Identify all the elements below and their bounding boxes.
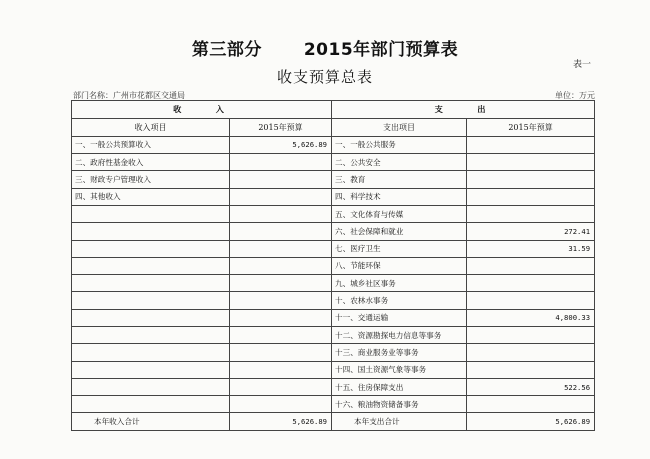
income-amount-cell (230, 378, 332, 395)
col-expense-budget: 2015年预算 (467, 119, 595, 136)
table-row (72, 378, 595, 395)
expense-item-cell: 十五、住房保障支出 (332, 378, 467, 395)
income-amount-cell (230, 292, 332, 309)
table-row (72, 257, 595, 274)
total-income-amount: 5,626.89 (230, 413, 332, 431)
table-row (72, 223, 595, 240)
table-row (72, 344, 595, 361)
income-item-cell (72, 223, 230, 240)
income-amount-cell (230, 188, 332, 205)
income-item-cell (72, 275, 230, 292)
expense-item-cell: 十四、国土资源气象等事务 (332, 361, 467, 378)
income-item-cell (72, 396, 230, 413)
income-item-cell (72, 292, 230, 309)
expense-item-cell: 二、公共安全 (332, 154, 467, 171)
expense-item-cell: 九、城乡社区事务 (332, 275, 467, 292)
income-amount-cell (230, 154, 332, 171)
expense-item-cell: 十一、交通运输 (332, 309, 467, 326)
expense-amount-cell (467, 327, 595, 344)
page-title (0, 35, 650, 60)
table-column-header (72, 119, 595, 136)
expense-amount-cell (467, 205, 595, 222)
table-row (72, 136, 595, 153)
expense-item-cell: 十三、商业服务业等事务 (332, 344, 467, 361)
expense-amount-cell: 4,800.33 (467, 309, 595, 326)
expense-amount-cell (467, 257, 595, 274)
expense-amount-cell (467, 275, 595, 292)
department-name: 部门名称：广州市花都区交通局 (73, 91, 185, 100)
total-expense-label: 本年支出合计 (332, 413, 467, 431)
income-item-cell (72, 361, 230, 378)
expense-amount-cell (467, 396, 595, 413)
table-row (72, 396, 595, 413)
income-item-cell (72, 378, 230, 395)
table-number: 表一 (572, 60, 591, 70)
expense-item-cell: 一、一般公共服务 (332, 136, 467, 153)
expense-amount-cell (467, 136, 595, 153)
income-item-cell (72, 240, 230, 257)
table-row (72, 327, 595, 344)
income-item-cell (72, 327, 230, 344)
unit-label: 单位：万元 (555, 91, 595, 100)
table-subtitle: 收支预算总表 (276, 68, 373, 86)
income-item-cell (72, 344, 230, 361)
income-item-cell: 一、一般公共预算收入 (72, 136, 230, 153)
expense-item-cell: 三、教育 (332, 171, 467, 188)
table-row (72, 275, 595, 292)
expense-amount-cell: 522.56 (467, 378, 595, 395)
expense-amount-cell (467, 292, 595, 309)
expense-amount-cell (467, 188, 595, 205)
income-amount-cell (230, 344, 332, 361)
budget-summary-table (71, 100, 595, 431)
income-amount-cell (230, 275, 332, 292)
expense-item-cell: 五、文化体育与传媒 (332, 205, 467, 222)
expense-item-cell: 四、科学技术 (332, 188, 467, 205)
expense-item-cell: 六、社会保障和就业 (332, 223, 467, 240)
table-row (72, 240, 595, 257)
expense-amount-cell: 272.41 (467, 223, 595, 240)
income-amount-cell (230, 257, 332, 274)
income-amount-cell (230, 223, 332, 240)
table-row (72, 205, 595, 222)
income-amount-cell (230, 327, 332, 344)
table-row (72, 309, 595, 326)
income-amount-cell (230, 361, 332, 378)
col-expense-item: 支出项目 (332, 119, 467, 136)
income-amount-cell (230, 240, 332, 257)
table-row (72, 154, 595, 171)
expense-item-cell: 十二、资源勘探电力信息等事务 (332, 327, 467, 344)
income-amount-cell (230, 171, 332, 188)
col-income-item: 收入项目 (72, 119, 230, 136)
expense-amount-cell (467, 154, 595, 171)
income-amount-cell (230, 309, 332, 326)
expense-amount-cell: 31.59 (467, 240, 595, 257)
income-item-cell (72, 309, 230, 326)
expense-item-cell: 七、医疗卫生 (332, 240, 467, 257)
income-item-cell: 四、其他收入 (72, 188, 230, 205)
income-amount-cell (230, 396, 332, 413)
income-item-cell (72, 257, 230, 274)
income-item-cell (72, 205, 230, 222)
expense-item-cell: 八、节能环保 (332, 257, 467, 274)
table-row (72, 188, 595, 205)
col-income-budget: 2015年预算 (230, 119, 332, 136)
part-label: 第三部分 (191, 40, 262, 60)
total-expense-amount: 5,626.89 (467, 413, 595, 431)
income-item-cell: 三、财政专户管理收入 (72, 171, 230, 188)
income-amount-cell (230, 205, 332, 222)
expense-header: 支 出 (332, 101, 595, 119)
income-header: 收 入 (72, 101, 332, 119)
expense-amount-cell (467, 171, 595, 188)
expense-item-cell: 十六、粮油物资储备事务 (332, 396, 467, 413)
table-row (72, 292, 595, 309)
table-group-header (72, 101, 595, 119)
income-item-cell: 二、政府性基金收入 (72, 154, 230, 171)
expense-amount-cell (467, 361, 595, 378)
total-income-label: 本年收入合计 (72, 413, 230, 431)
table-row (72, 361, 595, 378)
expense-item-cell: 十、农林水事务 (332, 292, 467, 309)
table-row (72, 171, 595, 188)
document-title: 2015年部门预算表 (303, 40, 459, 60)
income-amount-cell: 5,626.89 (230, 136, 332, 153)
total-row (72, 413, 595, 431)
expense-amount-cell (467, 344, 595, 361)
